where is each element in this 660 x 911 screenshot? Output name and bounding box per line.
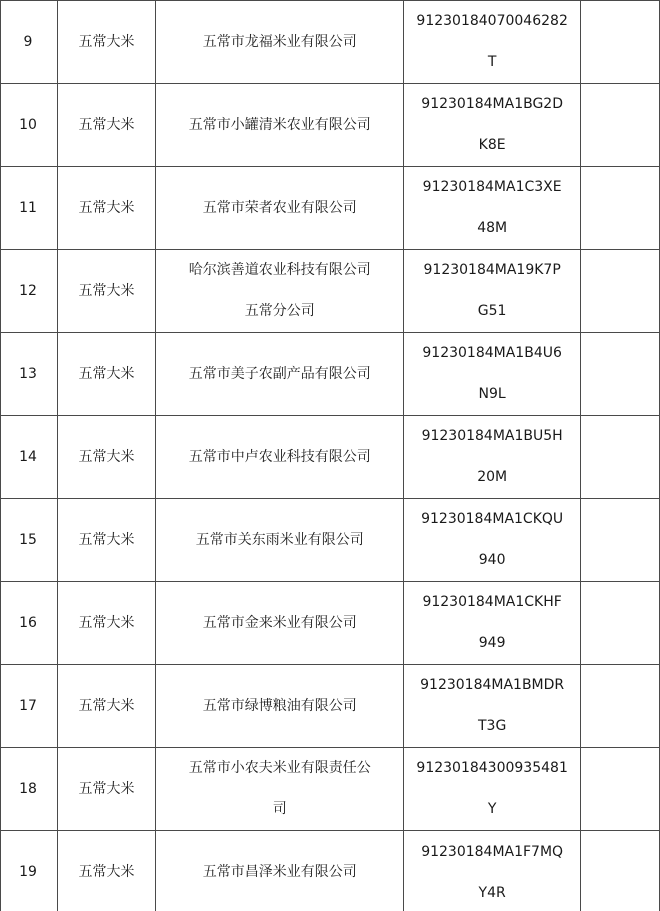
brand-text: 五常大米 <box>78 531 135 548</box>
row-number-cell <box>1 416 58 499</box>
brand-cell <box>58 167 156 250</box>
credit-code-line: 91230184MA1CKHF <box>422 594 562 610</box>
row-number-text: 14 <box>19 448 37 465</box>
company-name-cell <box>156 748 404 831</box>
table-row <box>1 665 660 748</box>
row-number-cell <box>1 831 58 911</box>
credit-code-line: 91230184MA1CKQU <box>421 511 564 527</box>
row-number-cell <box>1 499 58 582</box>
row-number-text: 19 <box>19 864 37 880</box>
blank-cell <box>580 416 659 499</box>
credit-code-line: 91230184MA1BU5H <box>421 428 563 444</box>
brand-text: 五常大米 <box>78 697 135 714</box>
company-name-cell <box>156 499 404 582</box>
company-name-cell <box>156 84 404 167</box>
blank-cell <box>580 748 659 831</box>
company-name-cell <box>156 831 404 911</box>
brand-cell <box>58 665 156 748</box>
brand-cell <box>58 416 156 499</box>
row-number-cell <box>1 665 58 748</box>
brand-text: 五常大米 <box>78 199 135 216</box>
table-row <box>1 748 660 831</box>
company-name-line: 五常分公司 <box>244 303 315 319</box>
table-row <box>1 499 660 582</box>
credit-code-line: Y <box>487 801 497 817</box>
company-name-line: 五常市金来米业有限公司 <box>202 614 357 631</box>
blank-cell <box>580 250 659 333</box>
credit-code-line: T <box>487 54 497 70</box>
table-row <box>1 84 660 167</box>
row-number-text: 13 <box>19 365 37 382</box>
credit-code-cell <box>404 416 580 499</box>
row-number-cell <box>1 84 58 167</box>
company-name-cell <box>156 416 404 499</box>
credit-code-line: 91230184MA19K7P <box>423 262 561 278</box>
company-name-line: 五常市关东雨米业有限公司 <box>195 531 364 548</box>
blank-cell <box>580 665 659 748</box>
brand-text: 五常大米 <box>78 365 135 382</box>
credit-code-cell <box>404 1 580 84</box>
company-name-line: 五常市昌泽米业有限公司 <box>202 864 357 880</box>
credit-code-cell <box>404 84 580 167</box>
table-row <box>1 1 660 84</box>
table-row <box>1 582 660 665</box>
credit-code-line: 91230184MA1BG2D <box>421 96 563 112</box>
credit-code-cell <box>404 250 580 333</box>
company-name-line: 五常市小农夫米业有限责任公 <box>188 760 371 776</box>
table-row <box>1 831 660 911</box>
credit-code-line: 91230184MA1C3XE <box>422 179 562 195</box>
credit-code-line: 91230184MA1F7MQ <box>421 843 564 860</box>
row-number-cell <box>1 333 58 416</box>
credit-code-line: 91230184300935481 <box>416 760 568 776</box>
row-number-text: 18 <box>19 780 37 797</box>
row-number-text: 12 <box>19 282 37 299</box>
row-number-text: 15 <box>19 531 37 548</box>
brand-cell <box>58 831 156 911</box>
company-name-cell <box>156 333 404 416</box>
brand-cell <box>58 84 156 167</box>
company-name-line: 五常市荣者农业有限公司 <box>202 199 357 216</box>
company-name-line: 五常市绿博粮油有限公司 <box>202 697 357 714</box>
company-name-cell <box>156 665 404 748</box>
brand-text: 五常大米 <box>78 864 135 880</box>
company-name-line: 五常市中卢农业科技有限公司 <box>188 448 371 465</box>
blank-cell <box>580 167 659 250</box>
credit-code-line: 940 <box>478 552 506 568</box>
table-row <box>1 333 660 416</box>
row-number-cell <box>1 250 58 333</box>
brand-cell <box>58 748 156 831</box>
company-name-line: 司 <box>272 801 287 817</box>
row-number-cell <box>1 167 58 250</box>
credit-code-cell <box>404 333 580 416</box>
blank-cell <box>580 582 659 665</box>
row-number-cell <box>1 582 58 665</box>
row-number-cell <box>1 1 58 84</box>
brand-text: 五常大米 <box>78 780 135 797</box>
company-name-line: 五常市美子农副产品有限公司 <box>188 365 371 382</box>
company-name-cell <box>156 582 404 665</box>
credit-code-cell <box>404 665 580 748</box>
credit-code-cell <box>404 748 580 831</box>
credit-code-line: K8E <box>478 137 506 153</box>
credit-code-line: 20M <box>477 469 508 485</box>
table-row <box>1 167 660 250</box>
row-number-text: 17 <box>19 697 37 714</box>
brand-text: 五常大米 <box>78 33 135 50</box>
credit-code-line: T3G <box>477 718 507 734</box>
brand-text: 五常大米 <box>78 116 135 133</box>
blank-cell <box>580 499 659 582</box>
row-number-text: 9 <box>23 33 33 50</box>
blank-cell <box>580 84 659 167</box>
credit-code-line: 91230184MA1BMDR <box>420 677 565 693</box>
brand-cell <box>58 250 156 333</box>
row-number-text: 16 <box>19 614 37 631</box>
company-name-line: 五常市小罐清米农业有限公司 <box>188 116 371 133</box>
credit-code-line: 91230184MA1B4U6 <box>422 345 562 361</box>
table-row <box>1 416 660 499</box>
credit-code-line: 91230184070046282 <box>416 13 568 29</box>
blank-cell <box>580 1 659 84</box>
credit-code-line: G51 <box>477 303 507 319</box>
row-number-text: 10 <box>19 116 37 133</box>
company-name-line: 五常市龙福米业有限公司 <box>202 33 357 50</box>
row-number-text: 11 <box>19 199 37 216</box>
brand-cell <box>58 499 156 582</box>
credit-code-line: 949 <box>478 635 506 651</box>
brand-text: 五常大米 <box>78 448 135 465</box>
credit-code-cell <box>404 499 580 582</box>
brand-cell <box>58 1 156 84</box>
company-name-cell <box>156 1 404 84</box>
blank-cell <box>580 333 659 416</box>
credit-code-line: Y4R <box>478 884 506 901</box>
brand-cell <box>58 333 156 416</box>
company-name-line: 哈尔滨善道农业科技有限公司 <box>188 262 371 278</box>
registration-table-body <box>1 1 660 911</box>
blank-cell <box>580 831 659 911</box>
brand-text: 五常大米 <box>78 614 135 631</box>
brand-cell <box>58 582 156 665</box>
company-name-cell <box>156 250 404 333</box>
row-number-cell <box>1 748 58 831</box>
brand-text: 五常大米 <box>78 282 135 299</box>
company-name-cell <box>156 167 404 250</box>
credit-code-cell <box>404 167 580 250</box>
table-row <box>1 250 660 333</box>
credit-code-cell <box>404 582 580 665</box>
credit-code-line: 48M <box>477 220 508 236</box>
credit-code-cell <box>404 831 580 911</box>
credit-code-line: N9L <box>478 386 506 402</box>
